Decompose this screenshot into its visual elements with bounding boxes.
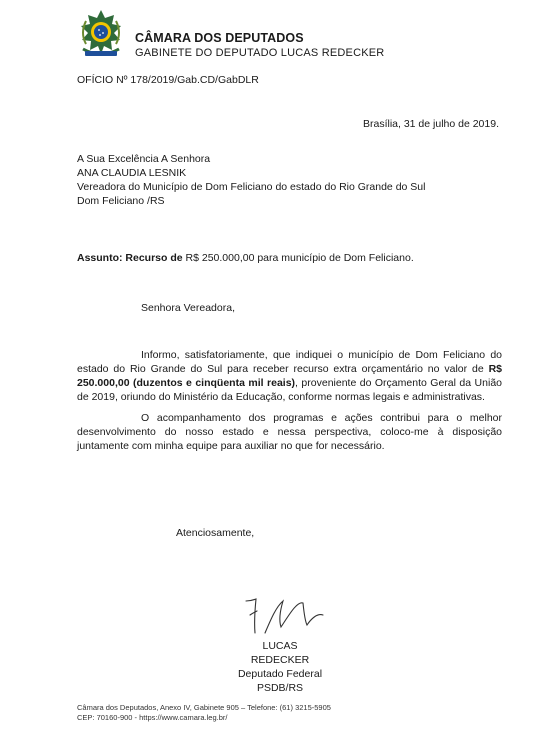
letter-date: Brasília, 31 de julho de 2019. (362, 118, 499, 130)
signer-block (232, 639, 328, 695)
institution-name: CÂMARA DOS DEPUTADOS (135, 31, 304, 45)
recipient-location: Dom Feliciano /RS (77, 195, 165, 207)
recipient-salutation: A Sua Excelência A Senhora (77, 153, 211, 165)
paragraph1-amount: R$ 250.000,00 (duzentos e cinqüenta mil reais) (77, 363, 502, 389)
paragraph1-end: , proveniente do Orçamento Geral da União de 2019, oriundo do Ministério da Educação, conforme normas legais e administrativas. (77, 377, 502, 403)
handwritten-signature (243, 593, 335, 639)
body-paragraph-2 (77, 411, 502, 453)
office-name: GABINETE DO DEPUTADO LUCAS REDECKER (135, 47, 385, 59)
footer-contact: CEP: 70160-900 - https://www.camara.leg.br/ (77, 713, 228, 722)
signer-name: LUCAS REDECKER (250, 640, 310, 666)
recipient-name: ANA CLAUDIA LESNIK (77, 167, 187, 179)
footer (77, 703, 331, 723)
coat-of-arms-icon (74, 9, 128, 59)
greeting: Senhora Vereadora, (141, 302, 235, 314)
subject-text: R$ 250.000,00 para município de Dom Feliciano. (182, 252, 414, 264)
subject-line (77, 251, 414, 265)
closing: Atenciosamente, (176, 527, 255, 539)
paragraph2-text: O acompanhamento dos programas e ações contribui para o melhor desenvolvimento do nosso estado e nessa perspectiva, coloco-me à disposição juntamente com minha equipe para auxiliar no que for necessário. (77, 412, 502, 452)
body-paragraph-1 (77, 348, 502, 404)
recipient-position: Vereadora do Município de Dom Feliciano do estado do Rio Grande do Sul (77, 181, 426, 193)
recipient-block (77, 152, 425, 208)
document-reference: OFÍCIO Nº 178/2019/Gab.CD/GabDLR (77, 74, 259, 86)
footer-address: Câmara dos Deputados, Anexo IV, Gabinete 905 – Telefone: (61) 3215-5905 (77, 703, 331, 712)
signer-title: Deputado Federal (237, 668, 323, 680)
subject-label: Assunto: Recurso de (77, 252, 183, 264)
paragraph1-start: Informo, satisfatoriamente, que indiquei o município de Dom Feliciano do estado do Rio Grande do Sul para receber recurso extra orçamentário no valor de (77, 349, 502, 375)
signer-party: PSDB/RS (256, 682, 304, 694)
